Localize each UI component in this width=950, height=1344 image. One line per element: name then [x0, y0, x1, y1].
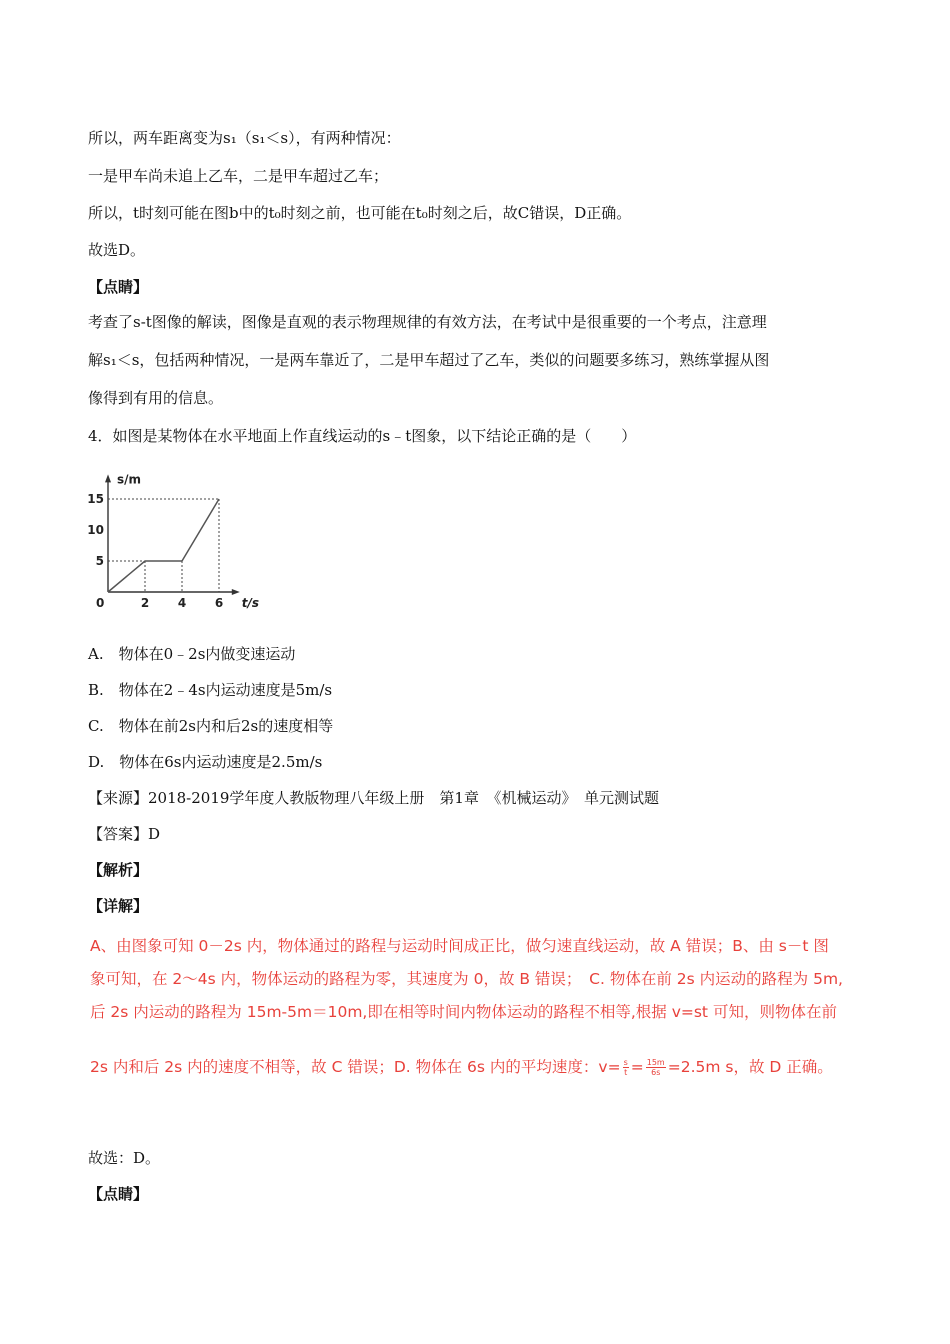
- detail-line: 象可知，在 2～4s 内，物体运动的路程为零，其速度为 0，故 B 错误； C. 物体在前 2s 内运动的路程为 5m,: [90, 970, 843, 988]
- option-a: A. 物体在0﹣2s内做变速运动: [88, 645, 296, 663]
- answer-line: 【答案】D: [88, 825, 161, 843]
- comment-paragraph: [88, 303, 868, 417]
- y-tick-label: 10: [87, 523, 104, 537]
- dianjing-heading-2: 【点睛】: [88, 1185, 149, 1203]
- detail-last-post: =2.5m s，故 D 正确。: [667, 1058, 833, 1076]
- x-axis-arrow: [232, 589, 240, 595]
- comment-line: 像得到有用的信息。: [88, 389, 224, 407]
- final-choice: 故选：D。: [88, 1149, 161, 1167]
- y-axis-arrow: [105, 474, 111, 482]
- detail-line: A、由图象可知 0－2s 内，物体通过的路程与运动时间成正比，做匀速直线运动，故 A 错误；B、由 s－t 图: [90, 937, 829, 955]
- analysis-heading: 【解析】: [88, 861, 149, 879]
- detail-explanation: [90, 930, 880, 1084]
- source-line: 【来源】2018-2019学年度人教版物理八年级上册 第1章 《机械运动》 单元测试题: [88, 789, 659, 807]
- para-distance: 所以，两车距离变为s₁（s₁＜s），有两种情况：: [88, 129, 401, 147]
- option-b: B. 物体在2﹣4s内运动速度是5m/s: [88, 681, 333, 699]
- series-segment: [108, 561, 145, 592]
- origin-label: 0: [96, 596, 105, 610]
- x-tick-label: 2: [140, 596, 150, 610]
- para-two-cases: 一是甲车尚未追上乙车，二是甲车超过乙车；: [88, 167, 389, 185]
- detail-last-pre: 2s 内和后 2s 内的速度不相等，故 C 错误；D. 物体在 6s 内的平均速度：v=: [90, 1058, 621, 1076]
- para-conclusion: 所以，t时刻可能在图b中的t₀时刻之前，也可能在t₀时刻之后，故C错误，D正确。: [88, 204, 632, 222]
- fraction-eq: =: [630, 1058, 644, 1076]
- y-tick-label: 15: [87, 492, 104, 506]
- x-axis-label: t/s: [241, 596, 260, 610]
- detail-heading: 【详解】: [88, 897, 149, 915]
- comment-line: 解s₁＜s，包括两种情况，一是两车靠近了，二是甲车超过了乙车，类似的问题要多练习，熟练掌握从图: [88, 351, 770, 369]
- para-choice: 故选D。: [88, 241, 146, 259]
- dianjing-heading-1: 【点睛】: [88, 278, 149, 296]
- series-segment: [182, 499, 219, 561]
- comment-line: 考查了s-t图像的解读，图像是直观的表示物理规律的有效方法，在考试中是很重要的一个考点，注意理: [88, 313, 767, 331]
- st-chart: [87, 458, 282, 616]
- fraction-15m-over-6s: $\frac{15m}{6s}$: [646, 1058, 665, 1077]
- detail-line-last: [90, 1051, 880, 1084]
- x-tick-label: 6: [214, 596, 224, 610]
- x-tick-label: 4: [177, 596, 187, 610]
- option-c: C. 物体在前2s内和后2s的速度相等: [88, 717, 334, 735]
- y-tick-label: 5: [95, 554, 104, 568]
- question-4: 4．如图是某物体在水平地面上作直线运动的s﹣t图象，以下结论正确的是（ ）: [88, 427, 637, 445]
- option-d: D. 物体在6s内运动速度是2.5m/s: [88, 753, 323, 771]
- y-axis-label: s/m: [117, 472, 142, 487]
- detail-line: 后 2s 内运动的路程为 15m-5m＝10m,即在相等时间内物体运动的路程不相等,根据 v=st 可知，则物体在前: [90, 1003, 837, 1021]
- fraction-s-over-t: $\frac{s}{t}$: [623, 1058, 628, 1077]
